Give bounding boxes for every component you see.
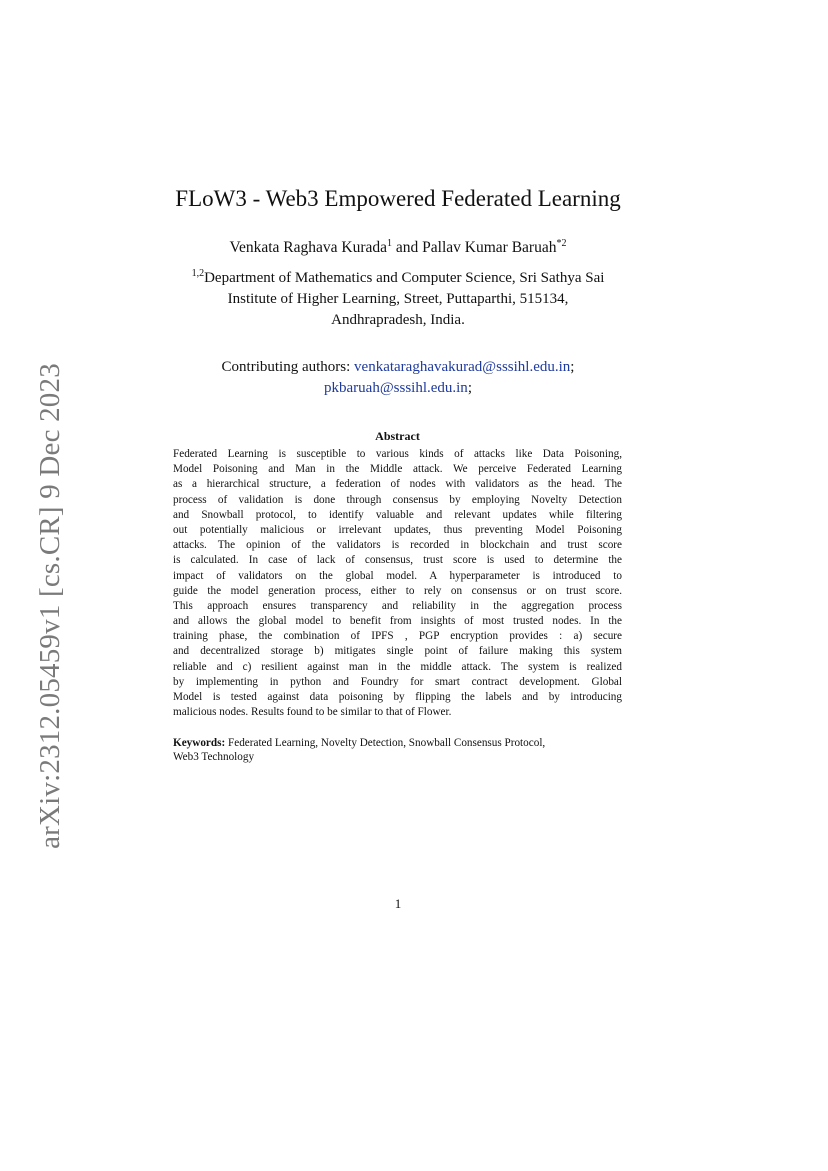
keywords-block: [173, 736, 622, 764]
email-link-baruah[interactable]: pkbaruah@sssihl.edu.in: [324, 380, 468, 396]
abstract-line: out potentially malicious or irrelevant updates, thus preventing Model Poisoning: [173, 523, 622, 536]
abstract-line: by implementing in python and Foundry for smart contract development. Global: [173, 675, 622, 688]
keywords-line-1: [173, 736, 622, 750]
author-line: [100, 237, 696, 259]
affiliation-block: [120, 268, 676, 331]
email-link-kurada[interactable]: venkataraghavakurad@sssihl.edu.in: [354, 359, 571, 375]
abstract-line: Federated Learning is susceptible to various kinds of attacks like Data Poisoning,: [173, 448, 622, 460]
abstract-line: process of validation is done through consensus by employing Novelty Detection: [173, 493, 622, 506]
paper-title: FLoW3 - Web3 Empowered Federated Learning: [175, 186, 621, 211]
author-1-name: Venkata Raghava Kurada: [229, 239, 388, 256]
abstract-line: impact of validators on the global model. A hyperparameter is introduced to: [173, 569, 622, 582]
affiliation-line-3: Andhrapradesh, India.: [331, 312, 465, 328]
email-separator-1: ;: [570, 359, 575, 375]
keywords-text-1: Federated Learning, Novelty Detection, Snowball Consensus Protocol,: [225, 737, 546, 749]
page-number: 1: [394, 896, 402, 911]
abstract-line: Model Poisoning and Man in the Middle attack. We perceive Federated Learning: [173, 463, 622, 476]
abstract-body: [173, 447, 622, 720]
abstract-line: and Snowball protocol, to identify valuable and relevant updates while filtering: [173, 508, 622, 521]
abstract-line: This approach ensures transparency and reliability in the aggregation process: [173, 599, 622, 612]
keywords-label: Keywords:: [173, 737, 226, 749]
abstract-heading: Abstract: [375, 429, 420, 443]
contributing-line-1: [120, 357, 676, 378]
abstract-line: Model is tested against data poisoning by flipping the labels and by introducing: [173, 691, 622, 703]
contributing-authors: [120, 357, 676, 399]
author-2-name: Pallav Kumar Baruah: [422, 239, 557, 256]
abstract-line: and decentralized storage b) mitigates single point of failure making this system: [173, 645, 622, 658]
abstract-line: training phase, the combination of IPFS , PGP encryption provides : a) secure: [173, 630, 622, 643]
abstract-line: guide the model generation process, either to rely on consensus or on trust score.: [173, 584, 622, 597]
contributing-label: Contributing authors:: [221, 359, 355, 375]
abstract-line: reliable and c) resilient against man in the middle attack. The system is realized: [173, 660, 622, 673]
affiliation-line-2: Institute of Higher Learning, Street, Puttaparthi, 515134,: [227, 291, 569, 307]
arxiv-identifier-stamp: arXiv:2312.05459v1 [cs.CR] 9 Dec 2023: [34, 363, 66, 849]
email-separator-2: ;: [467, 380, 472, 396]
abstract-line: is calculated. In case of lack of consensus, trust score is used to determine the: [173, 554, 622, 567]
abstract-line: as a hierarchical structure, a federation of nodes with validators as the head. The: [173, 478, 622, 491]
affiliation-text-1: Department of Mathematics and Computer Science, Sri Sathya Sai: [204, 270, 605, 286]
abstract-line: malicious nodes. Results found to be similar to that of Flower.: [173, 706, 452, 719]
keywords-line-2: Web3 Technology: [173, 751, 255, 763]
author-2-affiliation-mark: *2: [556, 238, 567, 249]
contributing-line-2: [120, 378, 676, 399]
affiliation-mark: 1,2: [191, 268, 205, 279]
affiliation-line-1: [120, 268, 676, 289]
author-conjunction: and: [392, 239, 423, 256]
author-1-affiliation-mark: 1: [387, 238, 393, 249]
abstract-line: attacks. The opinion of the validators is recorded in blockchain and trust score: [173, 539, 622, 552]
abstract-line: and allows the global model to benefit from insights of most trusted nodes. In the: [173, 615, 622, 628]
